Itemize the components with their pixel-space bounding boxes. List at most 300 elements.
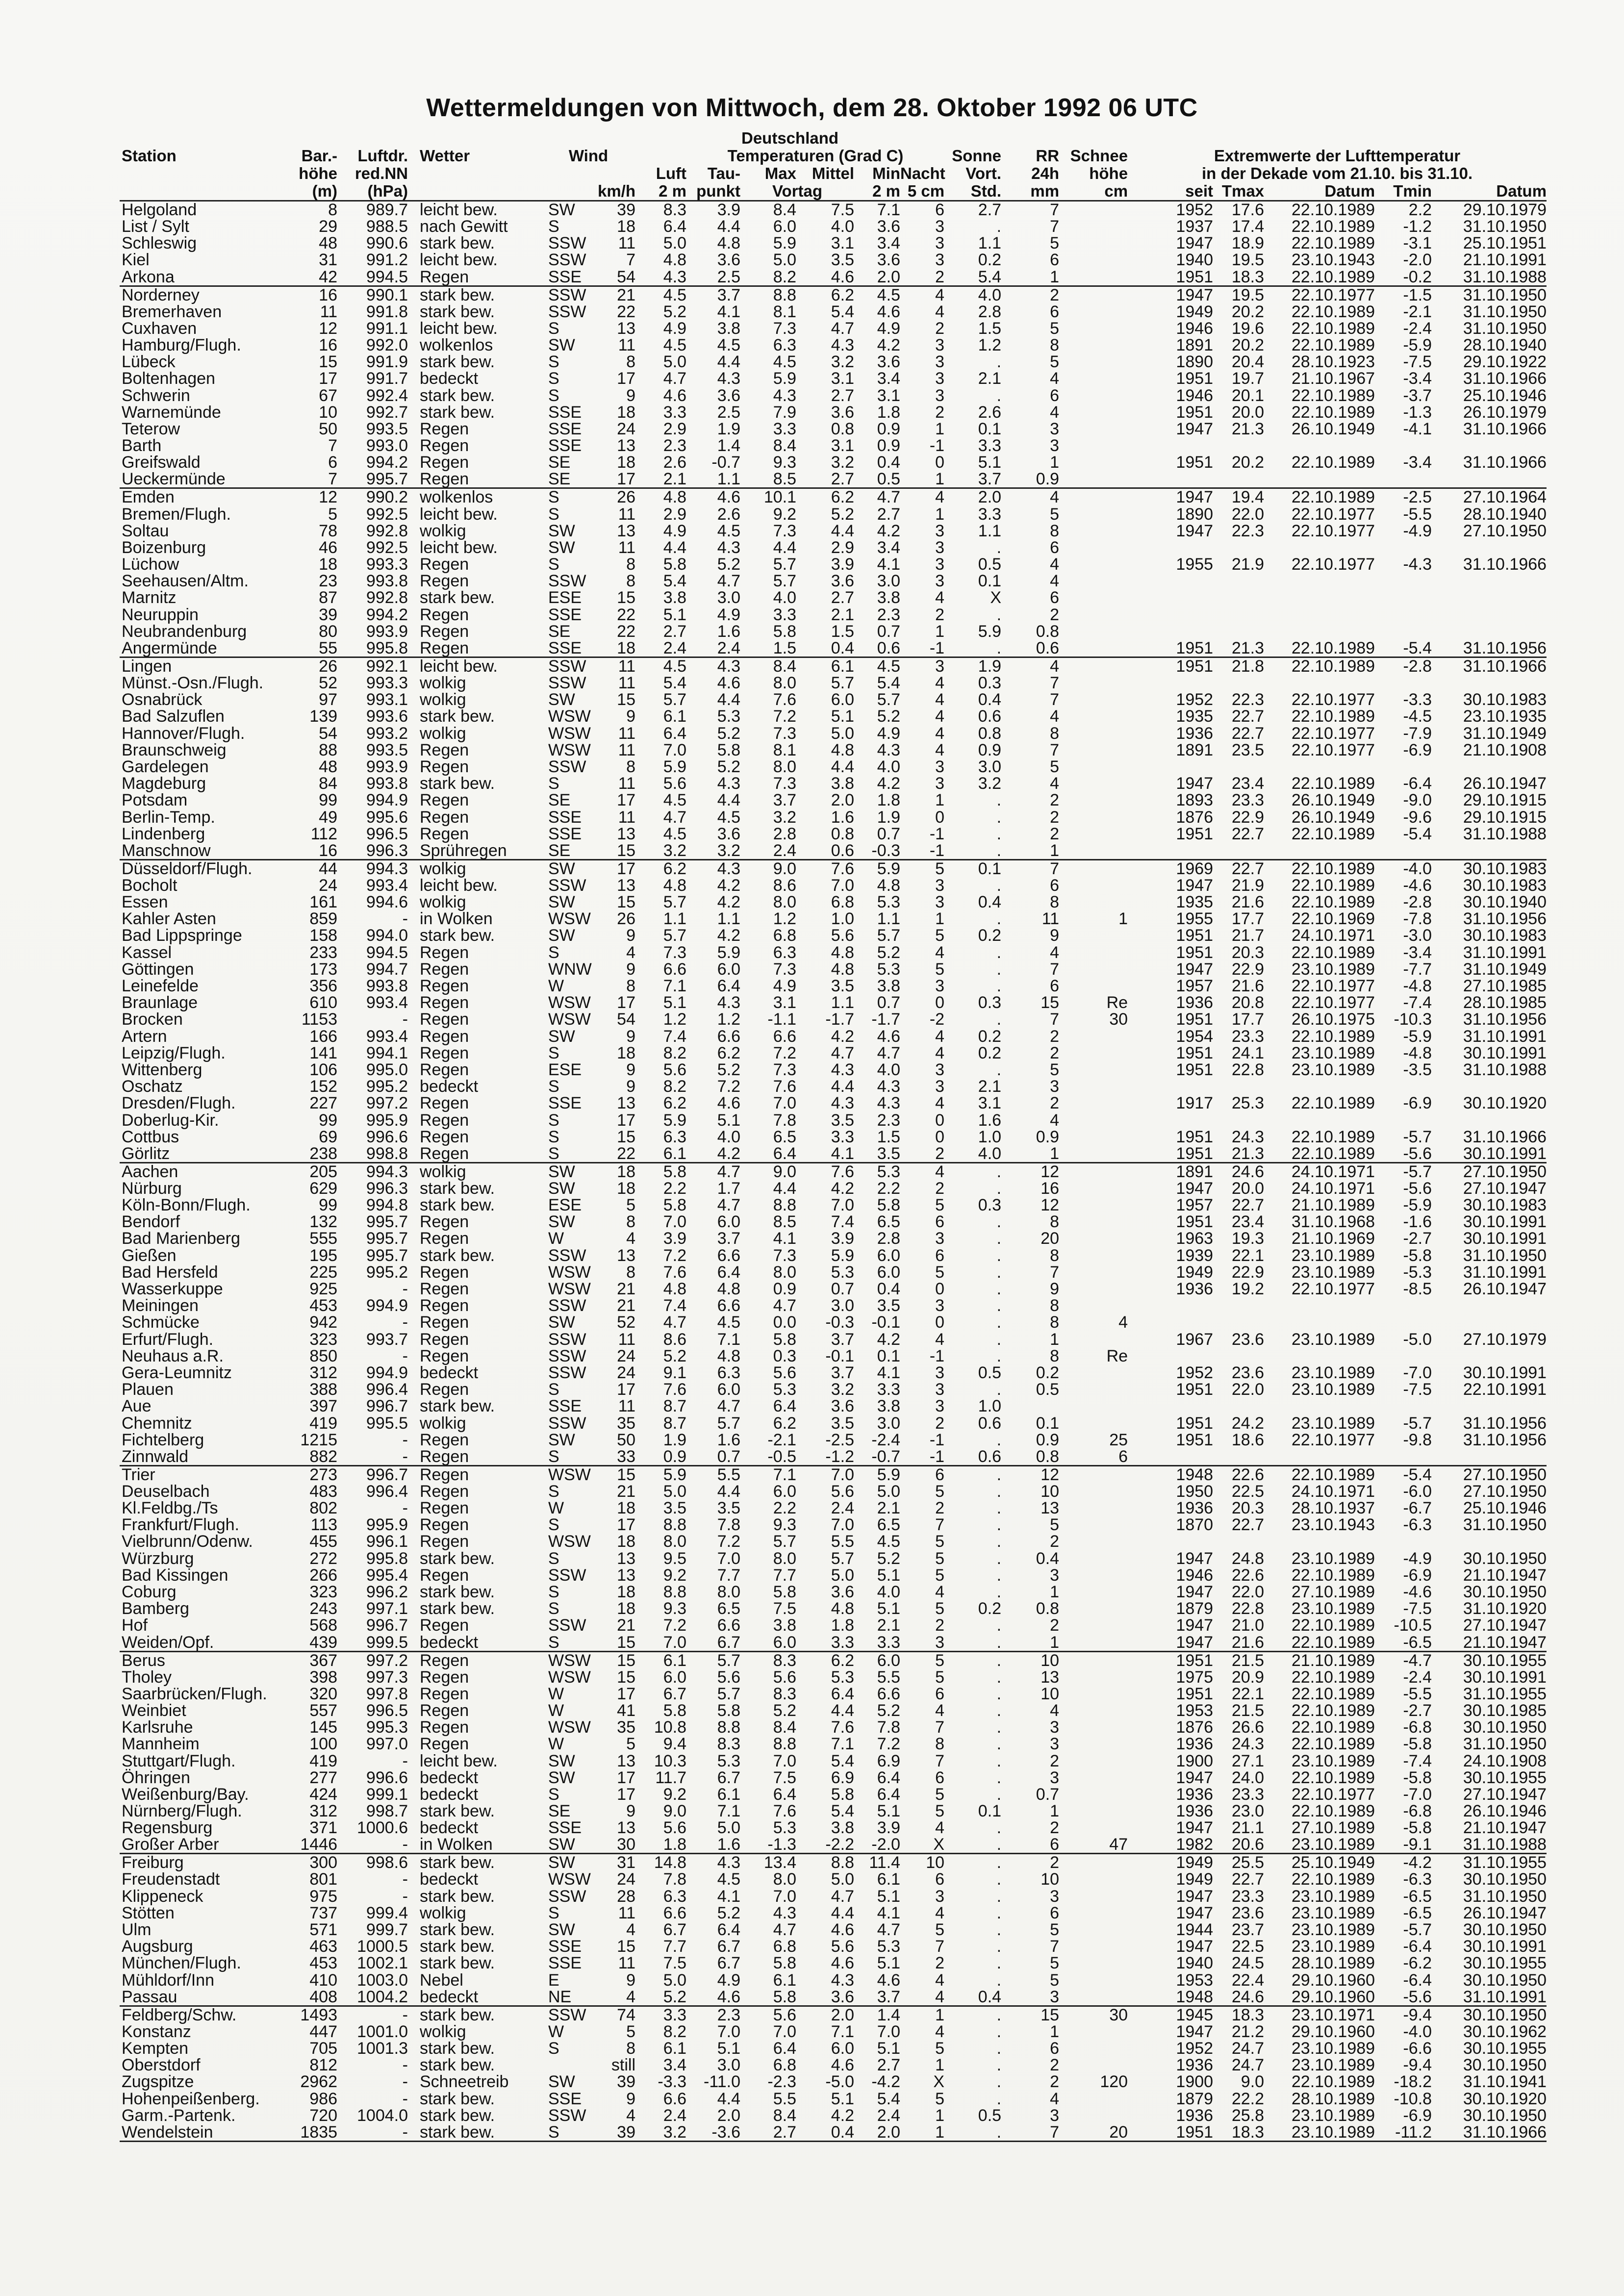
table-row [120,286,1547,303]
cell-sonne: . [996,1735,1002,1754]
cell-tmax: 19.5 [1213,286,1264,303]
cell-temp-min-5cm: 7 [935,1718,945,1737]
cell-temp-min-5cm: 0 [935,1313,945,1332]
cell-tmax: 21.3 [1231,638,1265,657]
cell-extrem-seit: 1947 [1176,1549,1214,1568]
cell-tmax: 18.3 [1213,2124,1264,2142]
cell-wind-richtung: SW [548,2072,575,2092]
cell-luftdruck: 996.7 [366,1616,408,1635]
cell-tmin [1375,623,1432,640]
cell-datum-tmax: 26.10.1949 [1291,791,1375,810]
cell-extrem-seit: 1900 [1176,1751,1214,1770]
cell-temp-min-5cm: -1 [929,1346,945,1365]
cell-extrem-seit [1128,842,1213,860]
cell-temp-min-2m: 5.7 [877,690,900,709]
cell-temp-luft: 8.7 [663,1413,686,1433]
cell-luftdruck: 994.2 [366,453,408,472]
cell-wetter: leicht bew. [420,505,498,524]
cell-temp-mittel: 4.4 [831,521,854,540]
cell-wind-kmh: 21 [617,1482,635,1501]
cell-wind-kmh: still [611,2056,635,2075]
cell-datum-tmax: 26.10.1949 [1291,419,1375,438]
cell-wind-kmh: 21 [617,1280,635,1299]
cell-schnee [1059,1854,1128,1871]
cell-tmin: -7.8 [1403,909,1432,929]
cell-datum-tmax: 24.10.1971 [1291,926,1375,945]
table-row [120,1129,1547,1145]
cell-wind-kmh: 4 [626,1920,635,1940]
cell-sonne: 3.2 [978,774,1002,793]
cell-tmin: -3.7 [1403,386,1432,405]
cell-schnee [1059,775,1128,792]
cell-wind-kmh: 4 [626,1987,635,2006]
cell-station: Hohenpeißenberg. [122,2089,260,2108]
cell-temp-min-2m: 4.1 [877,1903,900,1922]
cell-extrem-seit: 1891 [1128,1162,1213,1180]
cell-extrem-seit: 1940 [1176,1954,1214,1973]
cell-tmax: 20.6 [1231,1835,1265,1854]
cell-temp-min-5cm: 3 [935,386,945,405]
cell-temp-max: 2.2 [773,1499,796,1518]
cell-tmax: 21.1 [1231,1818,1265,1838]
cell-wind-kmh: 15 [586,1465,635,1483]
cell-station: Chemnitz [122,1413,192,1433]
cell-wetter: stark bew. [420,1802,495,1821]
cell-wind-richtung: SSE [548,824,582,843]
cell-extrem-seit: 1947 [1176,419,1214,438]
cell-sonne: 0.2 [978,1043,1002,1062]
cell-datum-tmax: 23.10.1989 [1291,1413,1375,1433]
cell-bar-hoehe: 925 [309,1280,337,1299]
cell-datum-tmax: 22.10.1989 [1291,234,1375,253]
cell-temp-luft: 4.7 [663,1313,686,1332]
cell-temp-luft: 2.4 [663,2106,686,2125]
cell-temp-luft: 9.2 [663,1565,686,1585]
cell-luftdruck: 1001.0 [357,2022,408,2041]
cell-wind-kmh: 11 [618,807,635,827]
cell-temp-mittel: 3.7 [831,1363,854,1382]
cell-rr-24h: 2 [1050,1027,1060,1046]
cell-temp-min-5cm: 5 [935,1599,945,1618]
cell-taupunkt: 8.3 [717,1735,740,1754]
cell-wetter: wolkig [420,1413,466,1433]
cell-wind-richtung: WSW [548,740,591,759]
cell-tmax [1213,589,1264,606]
cell-wind-kmh: 9 [626,926,635,945]
header-sonne-std: Std. [944,181,1001,201]
cell-bar-hoehe: 99 [319,1110,337,1130]
cell-temp-min-2m: 4.2 [877,1330,900,1349]
cell-bar-hoehe: 99 [319,1196,337,1215]
cell-temp-luft: 4.8 [663,876,686,895]
cell-wetter: nach Gewitt [420,217,508,236]
cell-extrem-seit: 1935 [1176,707,1214,726]
header-rr-24h: 24h [1031,164,1060,182]
cell-sonne: 2.8 [978,302,1002,321]
cell-schnee [1059,1769,1128,1786]
cell-wetter: Regen [420,1212,469,1232]
cell-wind-richtung: W [548,1684,564,1703]
cell-taupunkt: 4.3 [686,1854,740,1871]
cell-temp-max: 8.3 [740,1651,796,1669]
cell-station: Barth [122,436,162,455]
cell-temp-max: 4.1 [773,1229,796,1248]
cell-bar-hoehe: 243 [309,1599,337,1618]
cell-wind-kmh: 11 [618,234,635,253]
cell-temp-mittel: 2.7 [831,470,854,489]
cell-station: Hamburg/Flugh. [122,336,241,355]
cell-station: Köln-Bonn/Flugh. [122,1196,251,1215]
cell-bar-hoehe: 850 [309,1346,337,1365]
cell-schnee [1059,1297,1128,1314]
cell-temp-luft: 7.2 [663,1616,686,1635]
cell-taupunkt: 2.6 [717,505,740,524]
weather-table [120,128,1547,2142]
cell-tmin: -5.9 [1403,1027,1432,1046]
cell-wind-kmh: 17 [617,791,635,810]
cell-luftdruck: 991.2 [366,251,408,270]
cell-tmax: 23.6 [1231,1903,1265,1922]
table-row [120,1213,1547,1230]
cell-extrem-seit: 1951 [1176,1430,1214,1449]
cell-temp-mittel: 5.6 [831,1482,854,1501]
cell-station: Braunlage [122,993,198,1012]
cell-sonne: . [944,1162,1001,1180]
cell-bar-hoehe: 277 [309,1768,337,1787]
cell-schnee: 120 [1100,2072,1128,2092]
cell-rr-24h: 7 [1050,674,1060,693]
cell-temp-min-2m: 5.2 [877,1701,900,1720]
cell-tmin: -4.3 [1403,555,1432,574]
cell-taupunkt: 4.9 [717,605,740,624]
cell-temp-min-5cm: 6 [935,1870,945,1889]
cell-temp-mittel: 4.6 [831,2056,854,2075]
cell-rr-24h: 13 [1040,1499,1060,1518]
cell-temp-luft: 9.1 [663,1363,686,1382]
cell-tmax [1213,1297,1264,1314]
cell-temp-min-2m: 6.5 [877,1212,900,1232]
cell-extrem-seit: 1951 [1176,1684,1214,1703]
cell-wind-richtung: S [548,1447,559,1466]
cell-datum-tmax: 31.10.1968 [1291,1212,1375,1232]
cell-tmax: 24.0 [1231,1768,1265,1787]
cell-station: Deuselbach [122,1482,210,1501]
cell-tmin: -8.5 [1403,1280,1432,1299]
cell-station: München/Flugh. [122,1954,241,1973]
cell-bar-hoehe: 50 [319,419,337,438]
cell-extrem-seit: 1937 [1176,217,1214,236]
cell-extrem-seit: 1969 [1128,859,1213,877]
cell-tmax: 24.1 [1231,1043,1265,1062]
cell-luftdruck: 988.5 [366,217,408,236]
cell-bar-hoehe: 112 [310,824,337,843]
cell-schnee [1059,2107,1128,2124]
cell-rr-24h: 2 [1050,824,1060,843]
cell-wetter: wolkig [420,690,466,709]
table-row [120,1197,1547,1213]
cell-extrem-seit: 1945 [1128,2006,1213,2023]
cell-sonne: . [996,1380,1002,1399]
cell-luftdruck: - [337,2124,413,2142]
cell-temp-luft: 4.7 [663,807,686,827]
cell-taupunkt: 5.5 [686,1465,740,1483]
cell-temp-luft: 5.2 [663,302,686,321]
cell-temp-min-5cm: 5 [935,1482,945,1501]
cell-bar-hoehe: 555 [309,1229,337,1248]
cell-wind-richtung: WSW [541,1465,586,1483]
cell-temp-max: 8.6 [773,876,796,895]
cell-bar-hoehe: 161 [309,893,337,912]
cell-datum-tmax: 23.10.1989 [1291,1043,1375,1062]
cell-temp-max: 6.8 [773,2056,796,2075]
cell-extrem-seit: 1890 [1176,505,1214,524]
cell-temp-max: 5.0 [773,251,796,270]
cell-temp-min-5cm: 2 [935,605,945,624]
cell-rr-24h: 4 [1001,657,1059,675]
cell-temp-luft: 3.3 [635,2006,686,2023]
cell-temp-luft: 6.3 [663,1127,686,1146]
cell-temp-min-5cm: 7 [935,1937,945,1956]
cell-wind-kmh: 24 [617,1346,635,1365]
cell-wetter: Regen [420,1482,469,1501]
cell-extrem-seit: 1952 [1176,1363,1214,1382]
cell-sonne: . [996,1920,1002,1940]
cell-extrem-seit: 1946 [1176,1565,1214,1585]
cell-tmin: -11.2 [1375,2124,1432,2142]
table-row [120,337,1547,353]
cell-sonne: . [996,1633,1002,1652]
cell-tmin [1375,589,1432,606]
cell-taupunkt: 5.9 [717,943,740,962]
cell-tmin: -2.0 [1403,251,1432,270]
cell-taupunkt: 5.7 [717,1413,740,1433]
cell-temp-luft: 7.1 [663,977,686,996]
cell-tmin: -4.9 [1403,1549,1432,1568]
cell-wetter: leicht bew. [420,319,498,338]
cell-tmin: -7.0 [1403,1363,1432,1382]
cell-wetter: wolkig [413,859,541,877]
cell-wind-richtung: WSW [541,1651,586,1669]
cell-wind-kmh: 18 [617,1043,635,1062]
cell-sonne: 5.1 [978,453,1002,472]
cell-taupunkt: 4.8 [717,1280,740,1299]
cell-temp-luft: 10.3 [654,1751,686,1770]
cell-station: Gießen [122,1246,177,1265]
cell-wetter: Regen [420,1127,469,1146]
cell-temp-min-2m: 4.7 [877,1920,900,1940]
cell-extrem-seit: 1951 [1176,1043,1214,1062]
table-row [120,2057,1547,2073]
cell-temp-luft: 6.0 [663,1667,686,1687]
cell-datum-tmax: 22.10.1989 [1291,876,1375,895]
cell-datum-tmax: 29.10.1960 [1291,2022,1375,2041]
cell-extrem-seit: 1951 [1176,926,1214,945]
cell-wind-richtung: WSW [548,1010,591,1029]
cell-temp-luft: -3.3 [658,2072,686,2092]
table-row [120,1432,1547,1448]
cell-schnee [1059,1905,1128,1921]
cell-sonne: . [996,1280,1002,1299]
table-row [120,708,1547,725]
cell-wetter: Regen [420,1313,469,1332]
table-row [120,235,1547,252]
cell-temp-max: 7.6 [773,690,796,709]
cell-temp-mittel: 6.0 [831,2039,854,2058]
cell-bar-hoehe: 145 [309,1718,337,1737]
cell-taupunkt: 6.6 [717,1616,740,1635]
cell-rr-24h: 8 [1050,1346,1060,1365]
cell-wetter: stark bew. [420,1549,495,1568]
cell-wind-kmh: 13 [617,876,635,895]
cell-station: Görlitz [122,1144,170,1163]
cell-datum-tmin: 26.10.1946 [1463,1802,1547,1821]
cell-tmin [1375,1078,1432,1095]
cell-bar-hoehe: 272 [309,1549,337,1568]
table-row [120,894,1547,910]
cell-luftdruck: 993.5 [366,740,408,759]
cell-temp-max: 6.3 [773,336,796,355]
cell-datum-tmin: 29.10.1915 [1463,807,1547,827]
cell-extrem-seit: 1951 [1176,1144,1214,1163]
cell-temp-min-5cm: X [933,1835,945,1854]
cell-temp-luft: 9.5 [663,1549,686,1568]
cell-bar-hoehe: 15 [319,353,337,372]
cell-temp-mittel: 0.7 [831,1280,854,1299]
cell-temp-max: 5.8 [773,1954,796,1973]
cell-tmin: -9.0 [1403,791,1432,810]
cell-station: Bremerhaven [122,302,222,321]
cell-taupunkt: 6.6 [717,1246,740,1265]
cell-luftdruck: 1000.5 [357,1937,408,1956]
cell-tmin: -6.9 [1403,2106,1432,2125]
cell-datum-tmax [1264,437,1375,454]
cell-temp-max: 6.1 [773,1970,796,1990]
cell-temp-min-5cm: 4 [935,2022,945,2041]
cell-temp-min-5cm: 2 [935,1179,945,1198]
cell-temp-min-5cm: 5 [935,1920,945,1940]
cell-wind-richtung: WSW [548,1667,591,1687]
cell-rr-24h: 6 [1050,1835,1060,1854]
cell-temp-max: 8.8 [773,1735,796,1754]
cell-temp-luft: 10.8 [654,1718,686,1737]
cell-temp-max: 7.3 [773,774,796,793]
cell-schnee [1059,927,1128,944]
cell-tmax: 23.4 [1231,774,1265,793]
cell-extrem-seit: 1949 [1176,1262,1214,1282]
cell-temp-max: 2.8 [773,824,796,843]
cell-wetter: bedeckt [420,1987,479,2006]
cell-temp-min-2m: 0.9 [877,436,900,455]
cell-tmin: 2.2 [1408,201,1432,219]
cell-station: Garm.-Partenk. [122,2106,236,2125]
cell-sonne: . [996,1296,1002,1315]
cell-wetter: wolkig [420,674,466,693]
cell-rr-24h: 4 [1050,2089,1060,2108]
cell-extrem-seit: 1947 [1176,1887,1214,1906]
cell-schnee [1059,2023,1128,2040]
cell-temp-min-5cm: 3 [935,1296,945,1315]
cell-luftdruck: 994.7 [366,959,408,979]
cell-tmin: -5.6 [1403,1179,1432,1198]
cell-wind-kmh: 8 [626,1262,635,1282]
cell-wetter: stark bew. [420,1599,495,1618]
cell-taupunkt: 1.4 [717,436,740,455]
table-row [120,201,1547,219]
cell-wetter: Regen [420,1499,469,1518]
cell-wind-kmh: 11 [618,674,635,693]
table-body [120,201,1547,2142]
table-row [120,573,1547,589]
cell-temp-mittel: 4.3 [831,1060,854,1079]
cell-tmax: 22.2 [1231,2089,1265,2108]
cell-rr-24h: 12 [1001,1162,1059,1180]
cell-rr-24h: 2 [1001,1854,1059,1871]
cell-extrem-seit: 1951 [1176,403,1214,422]
cell-datum-tmax: 26.10.1975 [1291,1010,1375,1029]
cell-rr-24h: 7 [1050,201,1060,219]
cell-extrem-seit: 1947 [1176,1616,1214,1635]
cell-datum-tmin: 31.10.1950 [1463,1735,1547,1754]
cell-bar-hoehe: 55 [319,638,337,657]
cell-taupunkt: 5.2 [717,757,740,776]
cell-schnee [1059,437,1128,454]
cell-bar-hoehe: 975 [309,1887,337,1906]
cell-datum-tmin: 21.10.1991 [1463,251,1547,270]
cell-sonne: 1.6 [978,1110,1002,1130]
cell-taupunkt: 7.7 [717,1565,740,1585]
cell-wind-kmh: 7 [626,251,635,270]
cell-datum-tmin: 31.10.1955 [1463,1684,1547,1703]
cell-temp-min-5cm: 1 [935,505,945,524]
cell-schnee: 4 [1118,1313,1128,1332]
table-row [120,1550,1547,1567]
cell-taupunkt: 4.2 [717,926,740,945]
cell-datum-tmin: 26.10.1947 [1463,1903,1547,1922]
cell-datum-tmax: 28.10.1923 [1291,353,1375,372]
cell-station: Bad Salzuflen [122,707,225,726]
cell-datum-tmax [1264,1111,1375,1128]
cell-rr-24h: 3 [1050,1565,1060,1585]
cell-wind-richtung: SSE [548,605,582,624]
cell-temp-luft: 5.6 [663,1818,686,1838]
cell-schnee [1059,1752,1128,1769]
table-row [120,640,1547,657]
cell-temp-luft: 4.8 [663,251,686,270]
cell-temp-luft: 5.0 [663,1482,686,1501]
cell-temp-luft: 5.4 [663,674,686,693]
cell-taupunkt: 3.0 [717,588,740,607]
cell-datum-tmin: 30.10.1950 [1463,2106,1547,2125]
header-datum-min: Datum [1432,181,1547,201]
cell-bar-hoehe: 100 [309,1735,337,1754]
cell-station: Boltenhagen [122,369,215,388]
cell-bar-hoehe: 7 [328,470,337,489]
cell-temp-min-5cm: 2 [935,1954,945,1973]
cell-datum-tmin [1432,842,1547,860]
cell-rr-24h: 10 [1040,1870,1060,1889]
cell-temp-min-2m: 5.5 [877,1667,900,1687]
cell-temp-max: 6.3 [773,943,796,962]
cell-tmax: 19.7 [1231,369,1265,388]
cell-wind-kmh: 9 [626,1077,635,1096]
cell-datum-tmax: 22.10.1977 [1291,690,1375,709]
cell-temp-max: 4.0 [773,588,796,607]
cell-tmin: -4.9 [1403,521,1432,540]
cell-taupunkt: 5.7 [686,1651,740,1669]
cell-station: Norderney [120,286,277,303]
cell-datum-tmin: 30.10.1950 [1432,2006,1547,2023]
cell-temp-mittel: 7.0 [796,1465,854,1483]
